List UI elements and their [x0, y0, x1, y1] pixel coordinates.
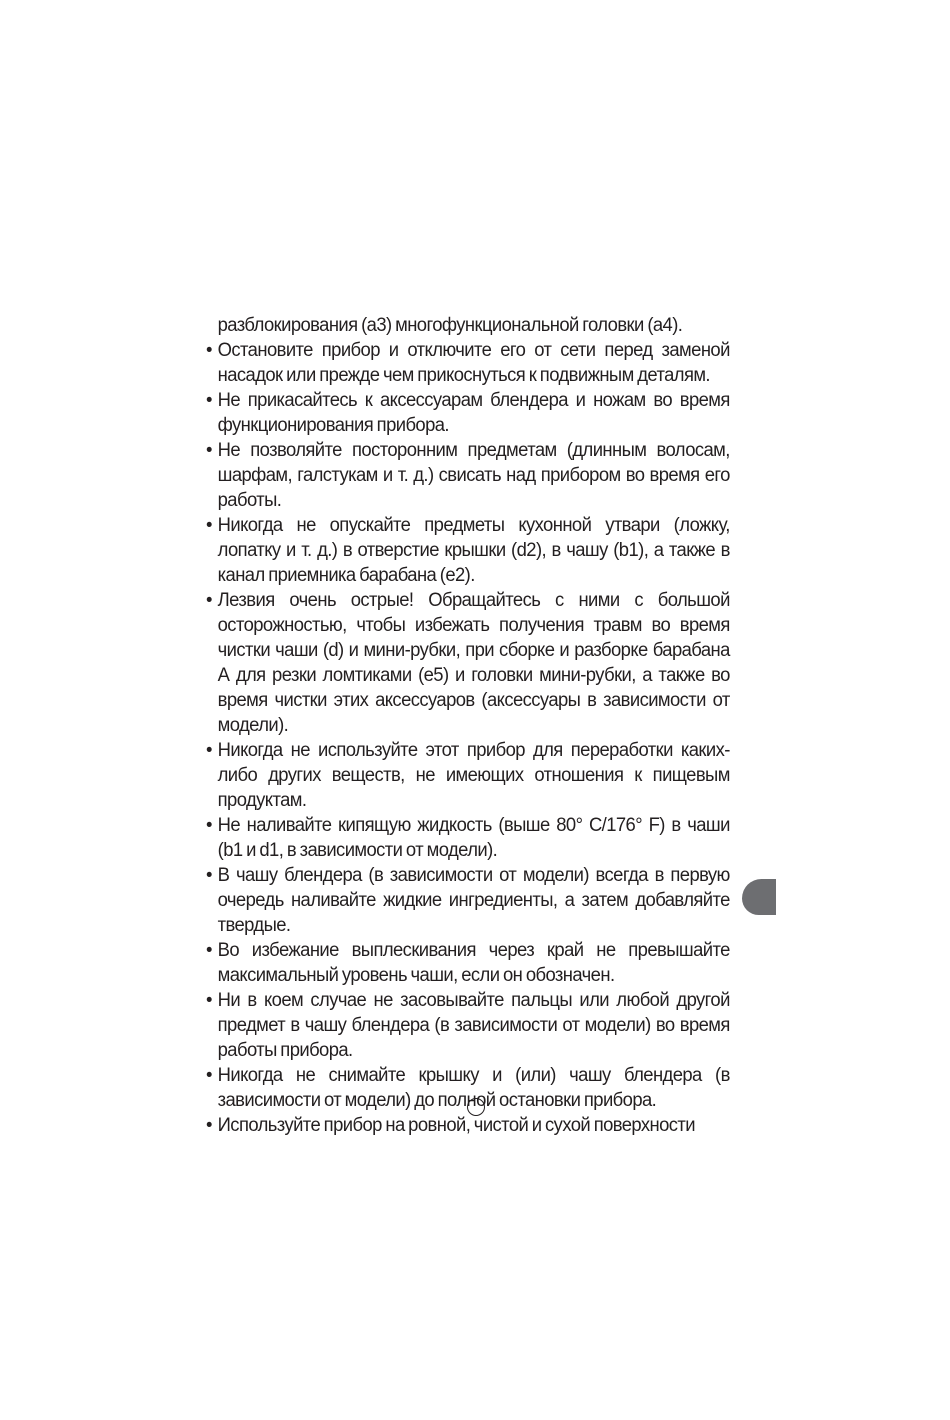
safety-bullet-list — [206, 338, 730, 1138]
list-item — [206, 438, 730, 513]
bullet-marker: • — [206, 865, 212, 886]
list-item — [206, 588, 730, 738]
list-item — [206, 988, 730, 1063]
bullet-text: Никогда не опускайте предметы кухонной утвари (ложку, лопатку и т. д.) в отверстие крышки (d2), в чашу (b1), а также в канал приемника барабана (e2). — [217, 515, 730, 586]
list-item — [206, 813, 730, 863]
bullet-text: Остановите прибор и отключите его от сети перед заменой насадок или прежде чем прикоснуться к подвижным деталям. — [217, 340, 730, 386]
bullet-text: Во избежание выплескивания через край не превышайте максимальный уровень чаши, если он обозначен. — [217, 940, 730, 986]
bullet-marker: • — [206, 440, 212, 461]
list-item — [206, 863, 730, 938]
list-item — [206, 738, 730, 813]
bullet-text: Никогда не снимайте крышку и (или) чашу блендера (в зависимости от модели) до полной остановки прибора. — [217, 1065, 730, 1111]
bullet-marker: • — [206, 990, 212, 1011]
bullet-text: Никогда не используйте этот прибор для переработки каких-либо других веществ, не имеющих отношения к пищевым продуктам. — [217, 740, 730, 811]
bullet-marker: • — [206, 815, 212, 836]
list-item — [206, 513, 730, 588]
list-item — [206, 938, 730, 988]
bullet-text: Ни в коем случае не засовывайте пальцы или любой другой предмет в чашу блендера (в зависимости от модели) во время работы прибора. — [217, 990, 730, 1061]
bullet-text: Не прикасайтесь к аксессуарам блендера и ножам во время функционирования прибора. — [217, 390, 730, 436]
list-item — [206, 338, 730, 388]
bullet-marker: • — [206, 1065, 212, 1086]
page-marker-circle — [467, 1098, 485, 1116]
bullet-text: Лезвия очень острые! Обращайтесь с ними с большой осторожностью, чтобы избежать получения травм во время чистки чаши (d) и мини-рубки, при сборке и разборке барабана А для резки ломтиками (e5) и головки мини-рубки, а также во время чистки этих аксессуаров (аксессуары в зависимости от модели). — [217, 590, 730, 736]
instruction-text-block — [206, 313, 730, 1138]
list-item — [206, 1113, 730, 1138]
bullet-text: Используйте прибор на ровной, чистой и сухой поверхности — [217, 1115, 696, 1136]
bullet-marker: • — [206, 590, 212, 611]
bullet-text: Не позволяйте посторонним предметам (длинным волосам, шарфам, галстукам и т. д.) свисать над прибором во время его работы. — [217, 440, 730, 511]
bullet-marker: • — [206, 390, 212, 411]
bullet-marker: • — [206, 740, 212, 761]
bullet-marker: • — [206, 940, 212, 961]
bullet-marker: • — [206, 515, 212, 536]
list-item — [206, 388, 730, 438]
bullet-text: В чашу блендера (в зависимости от модели) всегда в первую очередь наливайте жидкие ингредиенты, а затем добавляйте твердые. — [217, 865, 730, 936]
language-thumb-tab — [742, 879, 776, 915]
bullet-text: Не наливайте кипящую жидкость (выше 80° C/176° F) в чаши (b1 и d1, в зависимости от модели). — [217, 815, 730, 861]
bullet-marker: • — [206, 1115, 212, 1136]
bullet-marker: • — [206, 340, 212, 361]
continuation-paragraph: разблокирования (a3) многофункциональной головки (a4). — [217, 315, 683, 336]
